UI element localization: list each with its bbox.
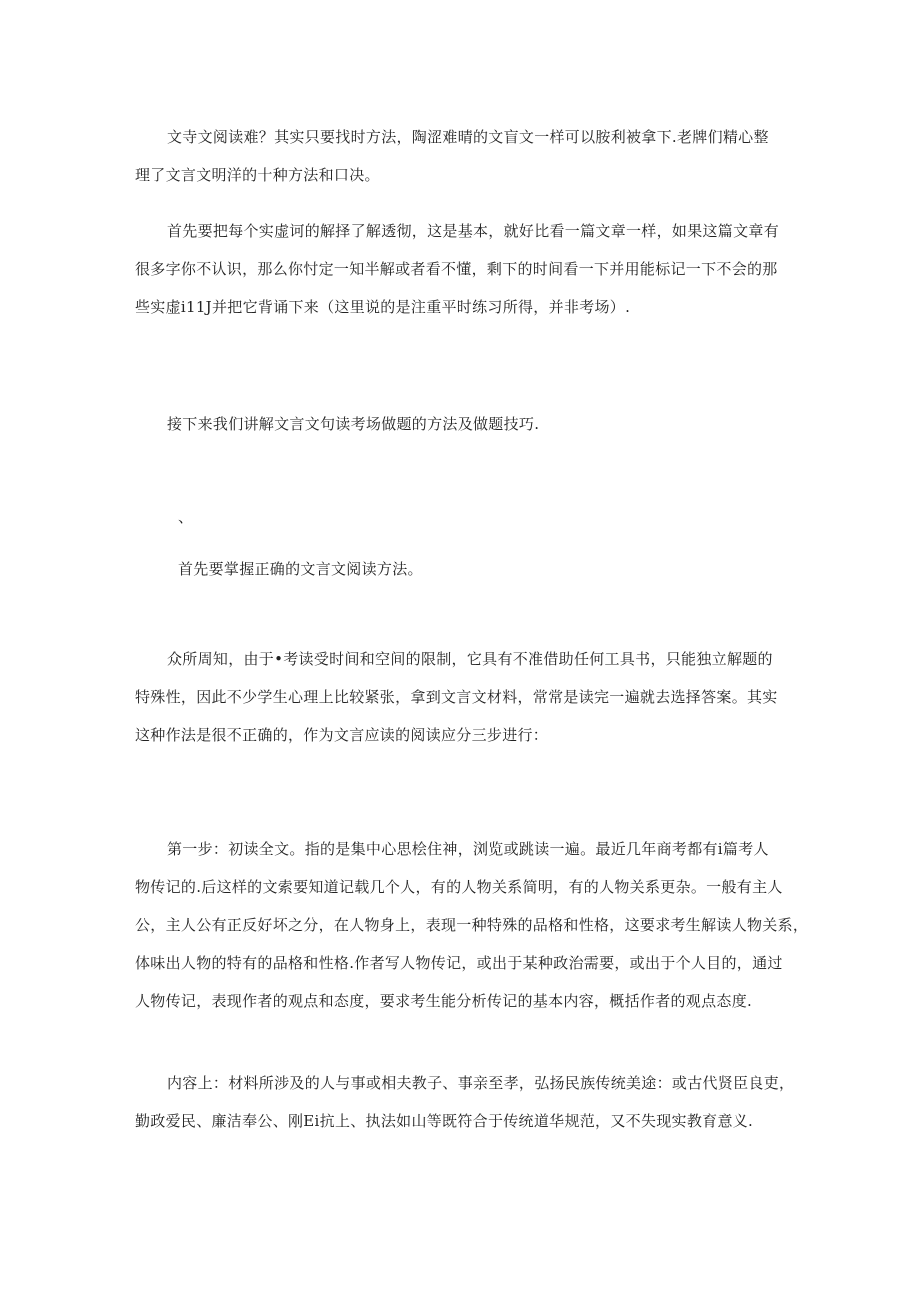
text-line: 体味出人物的特有的品格和性格.作者写人物传记，或出于某种政治需要，或出于个人目的，通过 xyxy=(135,954,783,972)
text-line: 接下来我们讲解文言文句读考场做题的方法及做题技巧. xyxy=(167,415,540,433)
text-line: 公，主人公有正反好坏之分，在人物身上，表现一种特殊的品格和性格，这要求考生解读人物关系， xyxy=(135,916,809,934)
text-line: 勤政爱民、廉洁奉公、刚Ei抗上、执法如山等既符合于传统道华规范，又不失现实教育意义. xyxy=(135,1112,754,1130)
text-line: 这种作法是很不正确的，作为文言应读的阅读应分三步进行： xyxy=(135,726,549,744)
text-line: 些实虚i11J并把它背诵下来（这里说的是注重平时练习所得，并非考场）. xyxy=(135,298,631,316)
text-line: 第一步：初读全文。指的是集中心思桧住神，浏览或跳读一遍。最近几年商考都有i篇考人 xyxy=(167,840,769,858)
text-line: 物传记的.后这样的文索要知道记载几个人，有的人物关系简明，有的人物关系更杂。一般有主人 xyxy=(135,878,783,896)
text-line: 众所周知，由于•考读受时间和空间的限制，它具有不准借助任何工具书，只能独立解题的 xyxy=(167,650,773,668)
enumeration-mark: 、 xyxy=(178,508,194,526)
section-heading xyxy=(178,550,838,588)
paragraph-content xyxy=(135,1064,795,1140)
paragraph-common-knowledge xyxy=(135,640,795,754)
paragraph-intro xyxy=(135,118,795,194)
text-line: 特殊性，因此不少学生心理上比较紧张，拿到文言文材料，常常是读完一遍就去选择答案。其实 xyxy=(135,688,778,706)
text-line: 很多字你不认识，那么你忖定一知半解或者看不懂，剩下的时间看一下并用能标记一下不会的那 xyxy=(135,260,778,278)
paragraph-vocab xyxy=(135,212,795,326)
paragraph-next xyxy=(135,405,795,443)
paragraph-step-one xyxy=(135,830,809,1020)
text-line: 文寺文阅读难？其实只要找时方法，陶涩难晴的文盲文一样可以胺利被拿下.老牌们精心整 xyxy=(167,128,769,146)
text-line: 内容上：材料所涉及的人与事或相夫教子、事亲至孝，弘扬民族传统美途：或古代贤臣良吏， xyxy=(167,1074,795,1092)
text-line: 首先要把每个实虚诃的解择了解透彻，这是基本，就好比看一篇文章一样，如果这篇文章有 xyxy=(167,222,780,240)
text-line: 人物传记，表现作者的观点和态度，要求考生能分析传记的基本内容，概括作者的观点态度. xyxy=(135,992,753,1010)
text-line: 首先要掌握正确的文言文阅读方法。 xyxy=(178,560,423,578)
text-line: 理了文言文明洋的十种方法和口决。 xyxy=(135,166,380,184)
